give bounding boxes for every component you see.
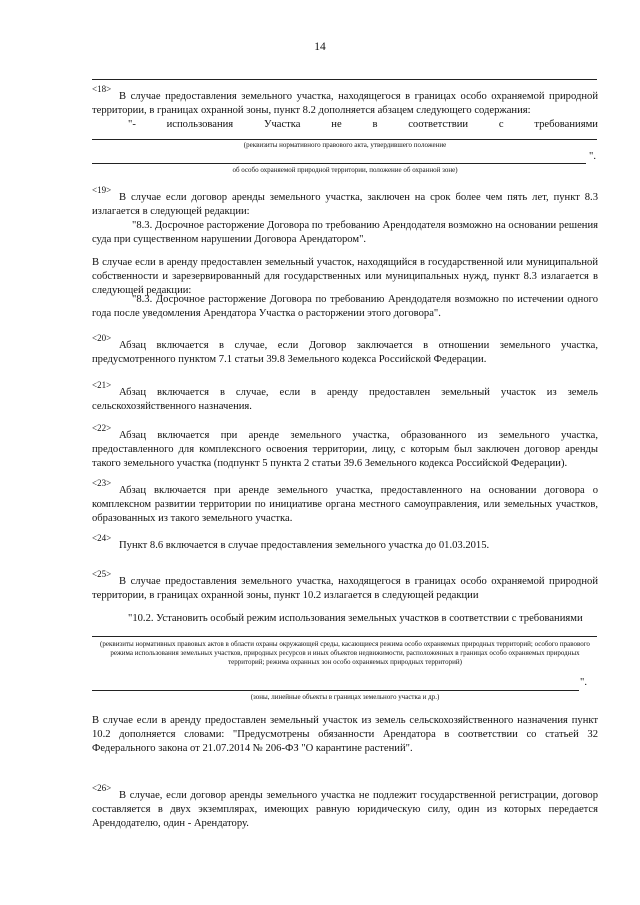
footnote-21-text — [92, 386, 598, 414]
footnote-18-quote-end: ". — [589, 151, 596, 162]
footnote-marker-25: <25> — [92, 569, 112, 579]
footnote-22-body: Абзац включается при аренде земельного участка, образованного из земельного участка, предоставленного для комплексного освоения территории, лицу, с которым был заключен договор аренды такого земельного участка (подпункт 5 пункта 2 статьи 39.6 Земельного кодекса Российской Федерации). — [92, 430, 598, 469]
top-rule — [92, 79, 597, 80]
footnote-19-quote-2 — [92, 293, 598, 321]
footnote-24-body: Пункт 8.6 включается в случае предоставления земельного участка до 01.03.2015. — [119, 540, 490, 551]
footnote-25-text-2: В случае если в аренду предоставлен земельный участок из земель сельскохозяйственного назначения пункт 10.2 дополняется словами: "Предусмотрены обязанности Арендатора в соответствии со статьей 32 Федерального закона от 21.07.2014 № 206-ФЗ "О карантине растений". — [92, 715, 598, 754]
footnote-25-body: В случае предоставления земельного участка, находящегося в границах особо охраняемой природной территории, в границах охранной зоны, пункт 10.2 излагается в следующей редакции — [92, 576, 598, 601]
footnote-18-body: В случае предоставления земельного участка, находящегося в границах особо охраняемой природной территории, в границах охранной зоны, пункт 8.2 дополняется абзацем следующего содержания: — [92, 91, 598, 116]
footnote-19-body: В случае если договор аренды земельного участка, заключен на срок более чем пять лет, пункт 8.3 излагается в следующей редакции: — [92, 192, 598, 217]
blank-line — [92, 690, 579, 691]
footnote-19-text — [92, 191, 598, 219]
footnote-25-quote — [92, 612, 598, 626]
page-number: 14 — [314, 41, 326, 53]
footnote-24-text — [92, 539, 598, 553]
footnote-marker-23: <23> — [92, 478, 112, 488]
footnote-19-quote-2-text: "8.3. Досрочное расторжение Договора по требованию Арендодателя возможно по истечении одного года после уведомления Арендатора Участка о расторжении этого договора". — [92, 294, 598, 319]
footnote-23-text — [92, 484, 598, 526]
footnote-25-quote-text: "10.2. Установить особый режим использования земельных участков в соответствии с требованиями — [128, 613, 583, 624]
spread-word: "- — [128, 119, 136, 130]
footnote-25-caption-1: (реквизиты нормативных правовых актов в области охраны окружающей среды, касающиеся режима особо охраняемых природных территорий; особого правового режима использования земельных участков, природных ресурсов и иных объектов недвижимости, расположенных в границах особо охраняемых природных территорий; режима охранных зон особо охраняемых природных территорий) — [100, 640, 590, 666]
footnote-26-body: В случае, если договор аренды земельного участка не подлежит государственной регистрации, договор составляется в двух экземплярах, имеющих равную юридическую силу, один из которых передается Арендодателю, один - Арендатору. — [92, 790, 598, 829]
footnote-marker-20: <20> — [92, 333, 112, 343]
spread-word: не — [331, 119, 342, 130]
footnote-22-text — [92, 429, 598, 471]
footnote-marker-18: <18> — [92, 84, 112, 94]
footnote-23-body: Абзац включается при аренде земельного участка, предоставленного на основании договора о комплексном развитии территории по инициативе органа местного самоуправления, или земельных участков, образованных из такого земельного участка. — [92, 485, 598, 524]
spread-word: соответствии — [408, 119, 469, 130]
footnote-marker-22: <22> — [92, 423, 112, 433]
footnote-20-body: Абзац включается в случае, если Договор заключается в отношении земельного участка, предусмотренного пунктом 7.1 статьи 39.8 Земельного кодекса Российской Федерации. — [92, 340, 598, 365]
blank-line — [92, 163, 586, 164]
footnote-25-caption-2: (зоны, линейные объекты в границах земельного участка и др.) — [250, 693, 440, 701]
footnote-25-quote-end: ". — [580, 677, 587, 688]
spread-word: с — [498, 119, 504, 130]
footnote-21-body: Абзац включается в случае, если в аренду предоставлен земельный участок из земель сельскохозяйственного назначения. — [92, 387, 598, 412]
footnote-26-text — [92, 789, 598, 831]
footnote-19-quote — [92, 219, 598, 247]
footnote-20-text — [92, 339, 598, 367]
spread-word: в — [372, 119, 378, 130]
footnote-marker-21: <21> — [92, 380, 112, 390]
footnote-18-caption-2: об особо охраняемой природной территории, положение об охранной зоне) — [232, 166, 458, 174]
blank-line — [92, 139, 597, 140]
spread-word: требованиями — [534, 119, 598, 130]
footnote-18-text — [92, 90, 598, 118]
footnote-18-spread-line — [128, 118, 598, 132]
blank-line — [92, 636, 597, 637]
footnote-18-caption-1: (реквизиты нормативного правового акта, утвердившего положение — [243, 141, 447, 149]
footnote-marker-26: <26> — [92, 783, 112, 793]
footnote-marker-24: <24> — [92, 533, 112, 543]
spread-word: использования — [166, 119, 234, 130]
footnote-marker-19: <19> — [92, 185, 112, 195]
footnote-19-quote-text: "8.3. Досрочное расторжение Договора по требованию Арендодателя возможно на основании решения суда при существенном нарушении Договора Арендатором". — [92, 220, 598, 245]
spread-word: Участка — [263, 119, 301, 130]
footnote-25-text — [92, 575, 598, 603]
footnote-19-text-2: В случае если в аренду предоставлен земельный участок, находящийся в государственной или муниципальной собственности и зарезервированный для государственных или муниципальных нужд, пункт 8.3 излагается в следующей редакции: — [92, 257, 598, 296]
